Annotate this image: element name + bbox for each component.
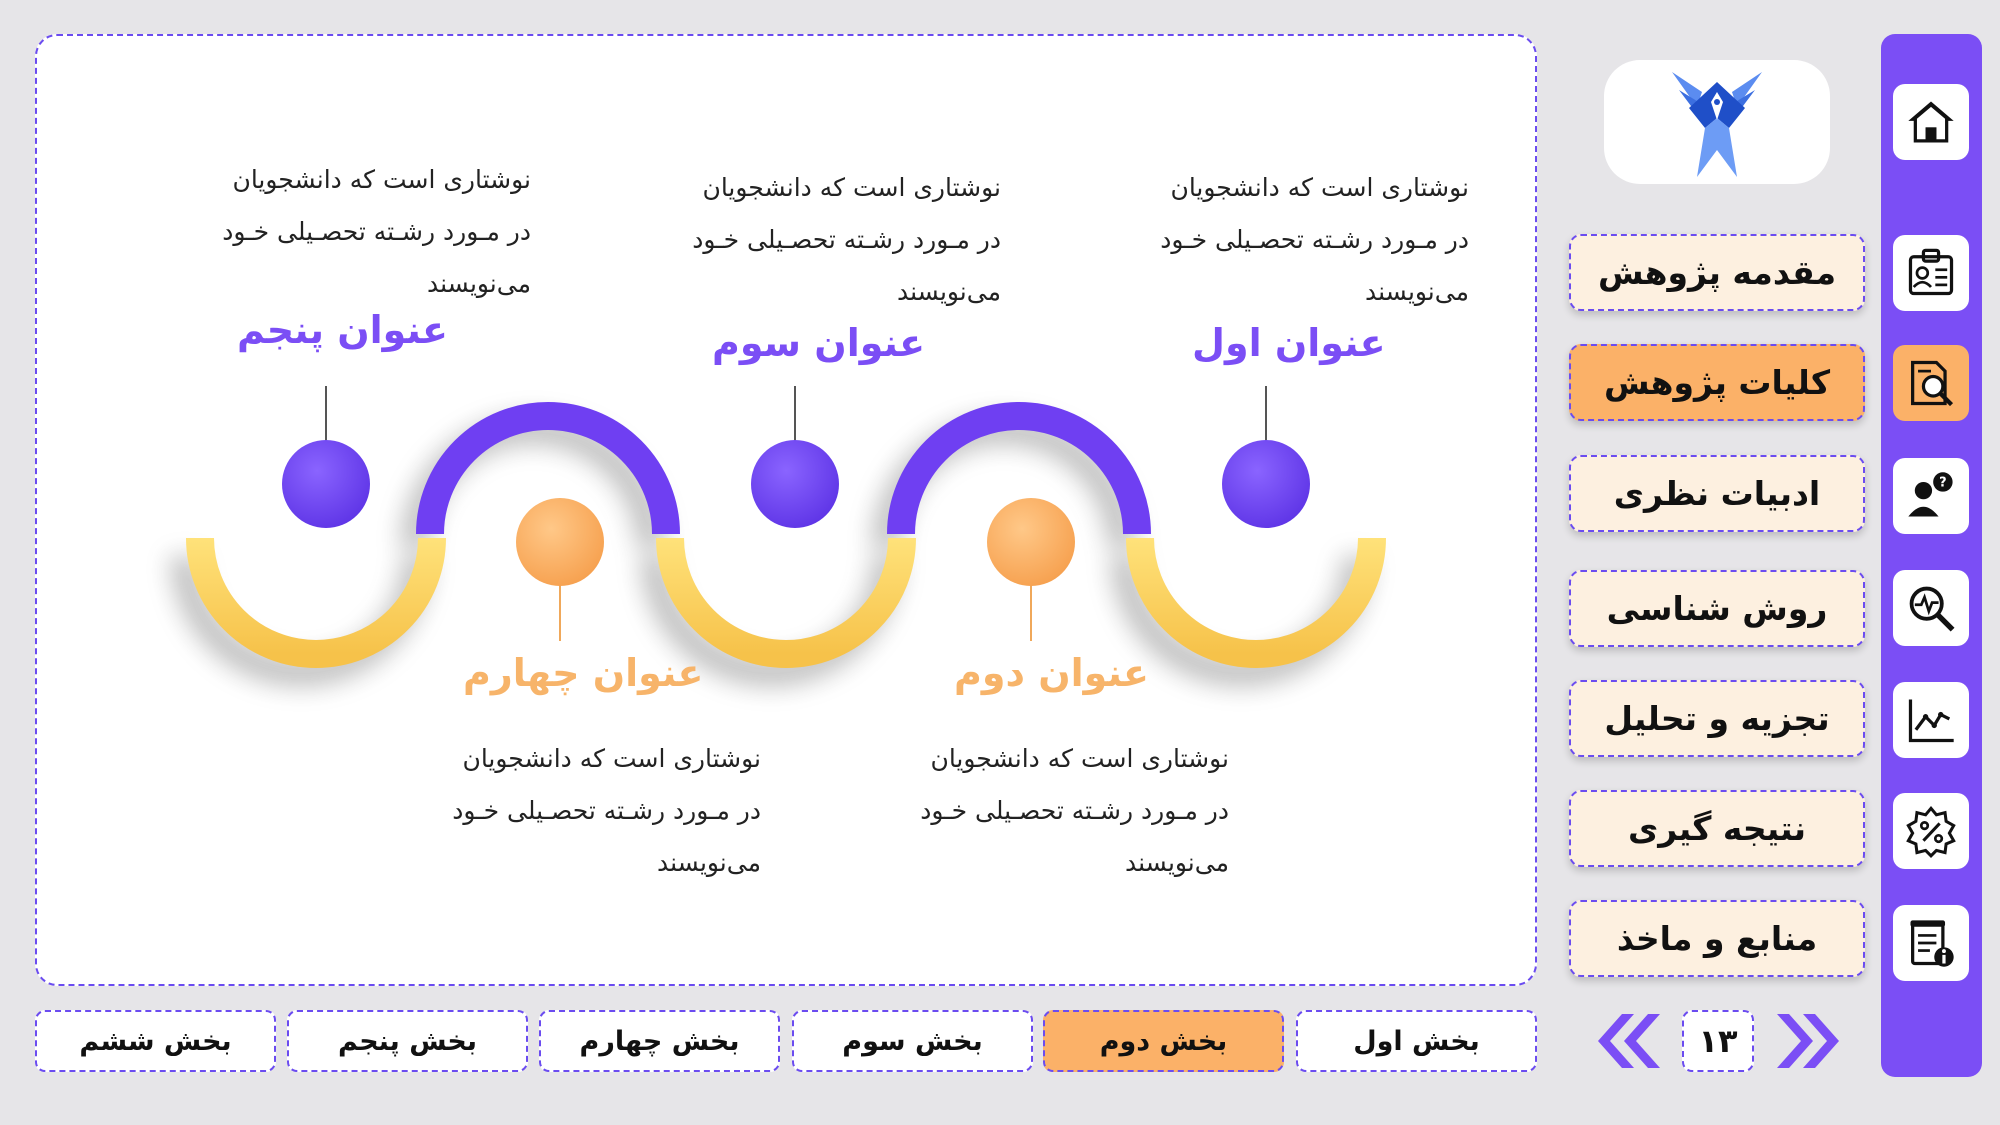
sidebar-icon-button-2[interactable] <box>1893 345 1969 421</box>
next-page-chevron-icon[interactable] <box>1775 1010 1853 1072</box>
line-chart-icon <box>1904 693 1958 747</box>
sidebar-item-analysis[interactable]: تجزیه و تحلیل <box>1569 680 1865 757</box>
tab-section-2[interactable]: بخش دوم <box>1043 1010 1284 1072</box>
purple-dot-3 <box>751 440 839 528</box>
item-title-2: عنوان دوم <box>954 651 1149 695</box>
university-logo-icon <box>1667 62 1767 182</box>
sidebar-icon-button-7[interactable] <box>1893 905 1969 981</box>
user-question-icon <box>1904 469 1958 523</box>
magnifier-pulse-icon <box>1904 581 1958 635</box>
item-title-5: عنوان پنجم <box>237 308 448 352</box>
item-desc-5: نوشتاری است که دانشجویان در مـورد رشـته تحصـیلی خـود می‌نویسند <box>222 165 531 298</box>
item-title-1: عنوان اول <box>1192 321 1386 365</box>
tab-section-3[interactable]: بخش سوم <box>792 1010 1033 1072</box>
university-logo <box>1604 60 1830 184</box>
resume-icon <box>1904 246 1958 300</box>
home-icon <box>1904 95 1958 149</box>
tab-section-4[interactable]: بخش چهارم <box>539 1010 780 1072</box>
sidebar-icon-button-5[interactable] <box>1893 682 1969 758</box>
item-title-4: عنوان چهارم <box>463 651 704 695</box>
tab-section-6[interactable]: بخش ششم <box>35 1010 276 1072</box>
document-info-icon <box>1904 916 1958 970</box>
orange-dot-2 <box>987 498 1075 586</box>
document-search-icon <box>1904 356 1958 410</box>
item-desc-1: نوشتاری است که دانشجویان در مـورد رشـته تحصـیلی خـود می‌نویسند <box>1160 173 1469 306</box>
percent-badge-icon <box>1904 804 1958 858</box>
sidebar-item-overview[interactable]: کلیات پژوهش <box>1569 344 1865 421</box>
home-button[interactable] <box>1893 84 1969 160</box>
page-number: ۱۳ <box>1682 1010 1754 1072</box>
tab-section-1[interactable]: بخش اول <box>1296 1010 1537 1072</box>
sidebar-icon-button-4[interactable] <box>1893 570 1969 646</box>
purple-dot-5 <box>282 440 370 528</box>
item-desc-3: نوشتاری است که دانشجویان در مـورد رشـته تحصـیلی خـود می‌نویسند <box>692 173 1001 306</box>
sidebar-icon-button-6[interactable] <box>1893 793 1969 869</box>
orange-dot-4 <box>516 498 604 586</box>
sidebar-item-conclusion[interactable]: نتیجه گیری <box>1569 790 1865 867</box>
sidebar-item-methodology[interactable]: روش شناسی <box>1569 570 1865 647</box>
content-panel <box>35 34 1537 986</box>
item-title-3: عنوان سوم <box>712 321 926 365</box>
sidebar-icon-button-3[interactable] <box>1893 458 1969 534</box>
item-desc-2: نوشتاری است که دانشجویان در مـورد رشـته تحصـیلی خـود می‌نویسند <box>920 744 1229 877</box>
item-desc-4: نوشتاری است که دانشجویان در مـورد رشـته تحصـیلی خـود می‌نویسند <box>452 744 761 877</box>
sidebar-item-intro[interactable]: مقدمه پژوهش <box>1569 234 1865 311</box>
purple-dot-1 <box>1222 440 1310 528</box>
sidebar-item-references[interactable]: منابع و ماخذ <box>1569 900 1865 977</box>
tab-section-5[interactable]: بخش پنجم <box>287 1010 528 1072</box>
previous-page-chevron-icon[interactable] <box>1584 1010 1662 1072</box>
svg-text:?: ? <box>1939 475 1947 491</box>
sidebar-item-literature[interactable]: ادبیات نظری <box>1569 455 1865 532</box>
sidebar-icon-button-1[interactable] <box>1893 235 1969 311</box>
